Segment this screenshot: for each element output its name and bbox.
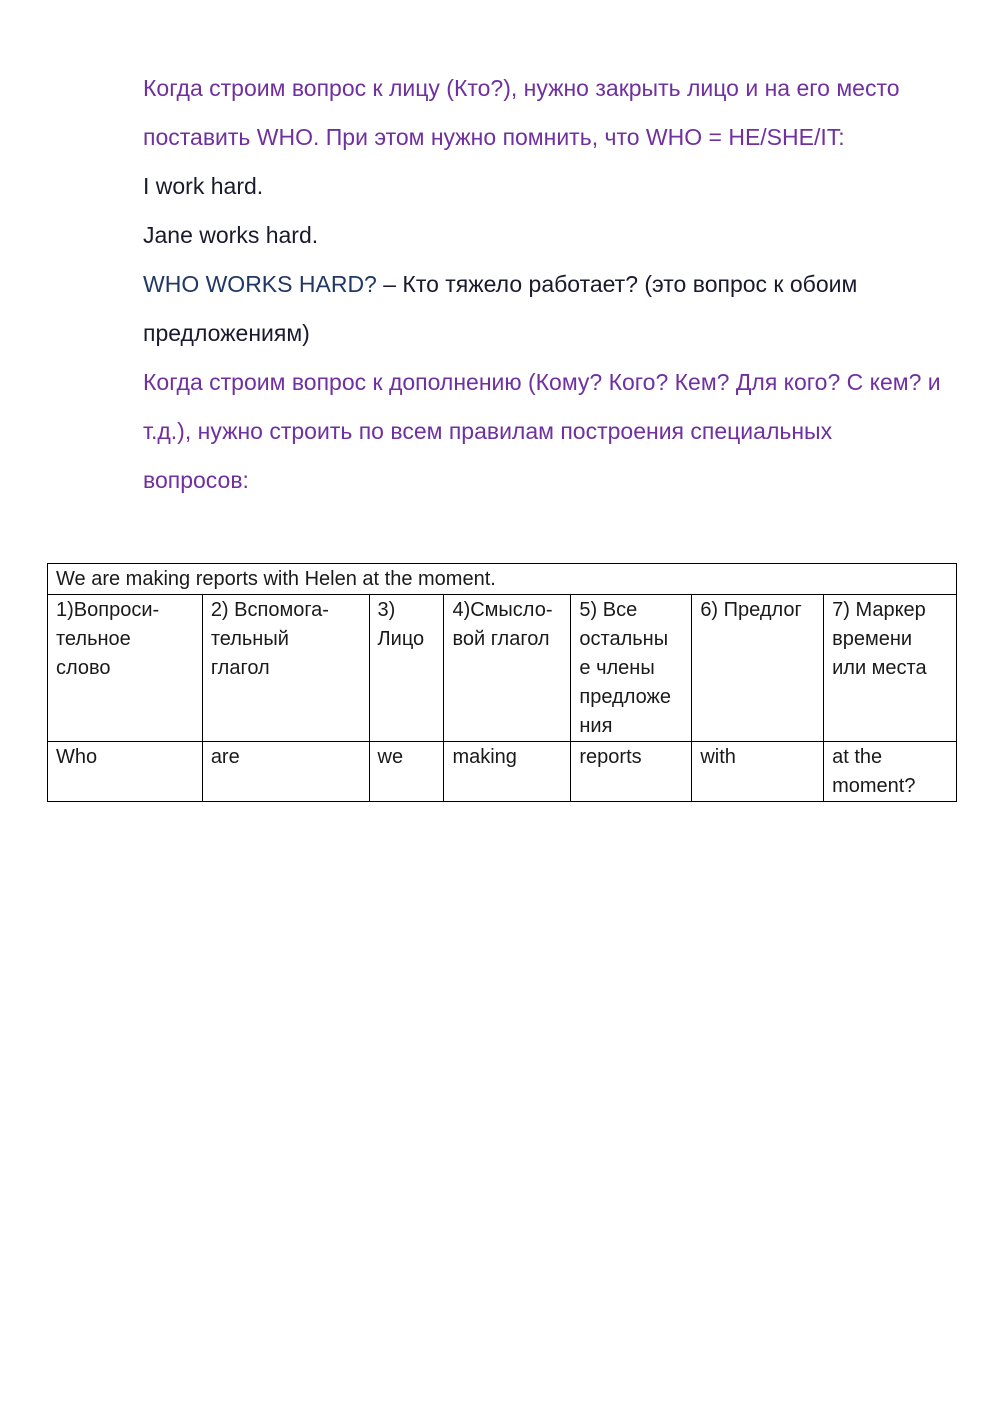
answer-time-marker: at the moment? — [824, 742, 957, 802]
table-title: We are making reports with Helen at the moment. — [48, 564, 957, 595]
who-question-ru: – Кто тяжело работает? (это вопрос к обоим предложениям) — [143, 271, 858, 346]
answer-question-word: Who — [48, 742, 203, 802]
table-title-row — [48, 564, 957, 595]
answer-auxiliary-verb: are — [202, 742, 369, 802]
header-preposition: 6) Предлог — [692, 595, 824, 742]
header-subject: 3) Лицо — [369, 595, 444, 742]
question-structure-table — [47, 563, 957, 802]
example-sentence-2: Jane works hard. — [143, 222, 319, 248]
table-row — [48, 742, 957, 802]
header-other-members: 5) Все остальны е члены предложе ния — [571, 595, 692, 742]
answer-main-verb: making — [444, 742, 571, 802]
header-question-word: 1)Вопроси- тельное слово — [48, 595, 203, 742]
answer-other-members: reports — [571, 742, 692, 802]
header-time-marker: 7) Маркер времени или места — [824, 595, 957, 742]
table-header-row — [48, 595, 957, 742]
header-main-verb: 4)Смысло- вой глагол — [444, 595, 571, 742]
rule-object-paragraph: Когда строим вопрос к дополнению (Кому? Кого? Кем? Для кого? С кем? и т.д.), нужно строить по всем правилам построения специальных вопросов: — [143, 369, 941, 493]
who-question-en: WHO WORKS HARD? — [143, 271, 377, 297]
who-question-paragraph — [143, 260, 943, 358]
header-auxiliary-verb: 2) Вспомога- тельный глагол — [202, 595, 369, 742]
example-sentence-1: I work hard. — [143, 173, 264, 199]
rule-who-paragraph: Когда строим вопрос к лицу (Кто?), нужно закрыть лицо и на его место поставить WHO. При этом нужно помнить, что WHO = HE/SHE/IT: — [143, 75, 900, 150]
answer-subject: we — [369, 742, 444, 802]
rules-text — [143, 64, 943, 505]
answer-preposition: with — [692, 742, 824, 802]
